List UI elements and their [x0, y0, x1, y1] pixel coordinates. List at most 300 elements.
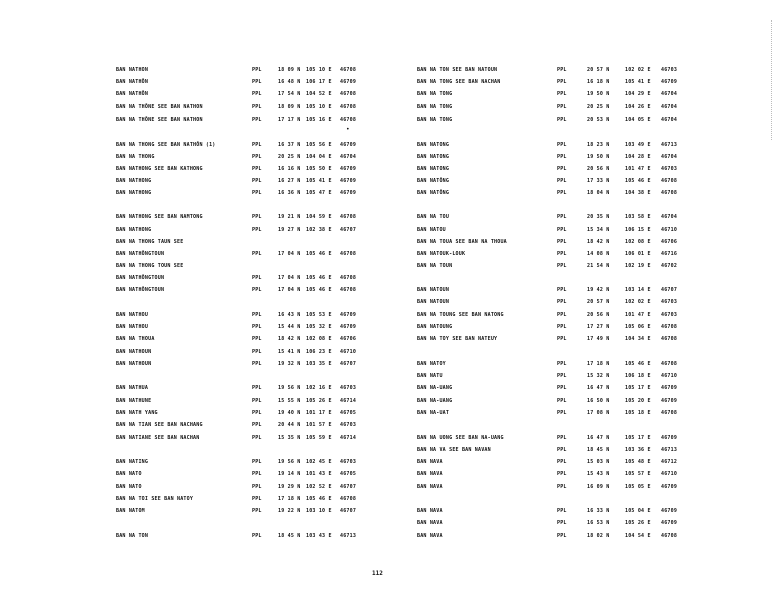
latitude: 18 04 N — [587, 190, 610, 196]
latitude: 19 42 N — [587, 287, 610, 293]
map-sheet-code: 46709 — [340, 142, 357, 148]
latitude: 16 47 N — [587, 385, 610, 391]
map-sheet-code: 46713 — [661, 447, 678, 453]
map-sheet-code: 46713 — [661, 142, 678, 148]
place-name: BAN NAVA — [417, 471, 443, 477]
longitude: 102 38 E — [306, 227, 332, 233]
map-sheet-code: 46708 — [661, 361, 678, 367]
feature-class: PPL — [557, 520, 567, 526]
longitude: 101 47 E — [625, 312, 651, 318]
place-name: BAN NA THONG — [116, 154, 155, 160]
feature-class: PPL — [557, 227, 567, 233]
feature-class: PPL — [557, 166, 567, 172]
longitude: 105 46 E — [306, 287, 332, 293]
latitude: 15 43 N — [587, 471, 610, 477]
longitude: 104 28 E — [625, 154, 651, 160]
feature-class: PPL — [557, 104, 567, 110]
longitude: 105 46 E — [625, 361, 651, 367]
map-sheet-code: 46709 — [661, 508, 678, 514]
map-sheet-code: 46705 — [340, 471, 357, 477]
feature-class: PPL — [252, 275, 262, 281]
latitude: 16 50 N — [587, 398, 610, 404]
place-name: BAN NATHUNE — [116, 398, 152, 404]
latitude: 20 56 N — [587, 166, 610, 172]
latitude: 19 29 N — [278, 484, 301, 490]
latitude: 18 45 N — [278, 533, 301, 539]
longitude: 103 36 E — [625, 447, 651, 453]
feature-class: PPL — [557, 508, 567, 514]
place-name: BAN NA TONG — [417, 91, 453, 97]
place-name: BAN NA TIAN SEE BAN NACHANG — [116, 422, 203, 428]
longitude: 105 46 E — [306, 496, 332, 502]
feature-class: PPL — [557, 117, 567, 123]
map-sheet-code: 46709 — [661, 79, 678, 85]
place-name: BAN NATOY — [417, 361, 446, 367]
longitude: 102 19 E — [625, 263, 651, 269]
map-sheet-code: 46708 — [340, 275, 357, 281]
feature-class: PPL — [252, 287, 262, 293]
place-name: BAN NA THONG SEE BAN NATHÔN (1) — [116, 142, 216, 148]
longitude: 104 29 E — [625, 91, 651, 97]
feature-class: PPL — [252, 91, 262, 97]
map-sheet-code: 46713 — [340, 533, 357, 539]
latitude: 19 56 N — [278, 459, 301, 465]
feature-class: PPL — [252, 190, 262, 196]
longitude: 105 10 E — [306, 104, 332, 110]
map-sheet-code: 46710 — [661, 373, 678, 379]
place-name: BAN NATONG — [417, 154, 450, 160]
feature-class: PPL — [252, 508, 262, 514]
map-sheet-code: 46707 — [661, 287, 678, 293]
map-sheet-code: 46704 — [340, 154, 357, 160]
longitude: 104 54 E — [625, 533, 651, 539]
feature-class: PPL — [252, 166, 262, 172]
feature-class: PPL — [557, 410, 567, 416]
feature-class: PPL — [252, 251, 262, 257]
longitude: 105 04 E — [625, 508, 651, 514]
place-name: BAN NA THONG TOUN SEE — [116, 263, 184, 269]
map-sheet-code: 46704 — [661, 104, 678, 110]
place-name: BAN NATHÔN — [116, 91, 149, 97]
map-sheet-code: 46704 — [661, 91, 678, 97]
map-sheet-code: 46708 — [340, 91, 357, 97]
place-name: BAN NATOUN — [417, 287, 450, 293]
longitude: 102 08 E — [306, 336, 332, 342]
place-name: BAN NATING — [116, 459, 149, 465]
latitude: 17 33 N — [587, 178, 610, 184]
latitude: 20 35 N — [587, 214, 610, 220]
place-name: BAN NAVA — [417, 508, 443, 514]
feature-class: PPL — [557, 533, 567, 539]
feature-class: PPL — [252, 214, 262, 220]
place-name: BAN NATHONG SEE BAN NAMTONG — [116, 214, 203, 220]
map-sheet-code: 46709 — [661, 520, 678, 526]
feature-class: PPL — [557, 435, 567, 441]
place-name: BAN NA TONG SEE BAN NACHAN — [417, 79, 501, 85]
map-sheet-code: 46708 — [661, 410, 678, 416]
map-sheet-code: 46708 — [340, 287, 357, 293]
feature-class: PPL — [252, 496, 262, 502]
longitude: 105 46 E — [306, 251, 332, 257]
feature-class: PPL — [557, 79, 567, 85]
longitude: 105 59 E — [306, 435, 332, 441]
longitude: 105 05 E — [625, 484, 651, 490]
longitude: 105 53 E — [306, 312, 332, 318]
place-name: BAN NATH YANG — [116, 410, 158, 416]
place-name: BAN NA TOUA SEE BAN NA THOUA — [417, 239, 507, 245]
place-name: BAN NA TOUNG SEE BAN NATONG — [417, 312, 504, 318]
latitude: 16 37 N — [278, 142, 301, 148]
map-sheet-code: 46709 — [340, 79, 357, 85]
longitude: 104 05 E — [625, 117, 651, 123]
feature-class: PPL — [252, 533, 262, 539]
feature-class: PPL — [557, 471, 567, 477]
longitude: 104 26 E — [625, 104, 651, 110]
longitude: 103 43 E — [306, 533, 332, 539]
feature-class: PPL — [557, 287, 567, 293]
place-name: BAN NATOUN — [417, 299, 450, 305]
longitude: 105 41 E — [306, 178, 332, 184]
map-sheet-code: 46708 — [340, 104, 357, 110]
place-name: BAN NATHUA — [116, 385, 149, 391]
feature-class: PPL — [557, 299, 567, 305]
place-name: BAN NA UONG SEE BAN NA-UANG — [417, 435, 504, 441]
place-name: BAN NATHON — [116, 67, 149, 73]
feature-class: PPL — [557, 361, 567, 367]
feature-class: PPL — [557, 239, 567, 245]
longitude: 105 16 E — [306, 117, 332, 123]
longitude: 105 57 E — [625, 471, 651, 477]
feature-class: PPL — [252, 312, 262, 318]
longitude: 105 26 E — [625, 520, 651, 526]
longitude: 102 45 E — [306, 459, 332, 465]
longitude: 104 04 E — [306, 154, 332, 160]
latitude: 15 34 N — [587, 227, 610, 233]
feature-class: PPL — [557, 373, 567, 379]
longitude: 104 38 E — [625, 190, 651, 196]
place-name: BAN NATHOU — [116, 324, 149, 330]
latitude: 17 27 N — [587, 324, 610, 330]
map-sheet-code: 46709 — [340, 178, 357, 184]
place-name: BAN NA-UANG — [417, 398, 453, 404]
place-name: BAN NAVA — [417, 533, 443, 539]
latitude: 20 56 N — [587, 312, 610, 318]
feature-class: PPL — [557, 67, 567, 73]
place-name: BAN NATHONG — [116, 178, 152, 184]
latitude: 17 04 N — [278, 287, 301, 293]
place-name: BAN NATHÔN — [116, 79, 149, 85]
feature-class: PPL — [557, 336, 567, 342]
longitude: 106 15 E — [625, 227, 651, 233]
map-sheet-code: 46709 — [661, 398, 678, 404]
feature-class: PPL — [252, 361, 262, 367]
latitude: 15 35 N — [278, 435, 301, 441]
map-sheet-code: 46704 — [661, 117, 678, 123]
feature-class: PPL — [252, 471, 262, 477]
feature-class: PPL — [252, 398, 262, 404]
latitude: 17 04 N — [278, 275, 301, 281]
latitude: 18 09 N — [278, 67, 301, 73]
place-name: BAN NA TOUN — [417, 263, 453, 269]
place-name: BAN NA TON SEE BAN NATOUN — [417, 67, 498, 73]
map-sheet-code: 46708 — [661, 533, 678, 539]
latitude: 15 32 N — [587, 373, 610, 379]
map-sheet-code: 46712 — [661, 459, 678, 465]
feature-class: PPL — [252, 79, 262, 85]
map-sheet-code: 46708 — [340, 214, 357, 220]
place-name: BAN NATOUNG — [417, 324, 453, 330]
latitude: 21 54 N — [587, 263, 610, 269]
longitude: 106 23 E — [306, 349, 332, 355]
place-name: BAN NA TOY SEE BAN NATEUY — [417, 336, 498, 342]
place-name: BAN NATHÔNGTOUN — [116, 275, 165, 281]
map-sheet-code: 46709 — [661, 435, 678, 441]
latitude: 17 54 N — [278, 91, 301, 97]
map-sheet-code: 46710 — [340, 349, 357, 355]
place-name: BAN NA THOUA — [116, 336, 155, 342]
place-name: BAN NATU — [417, 373, 443, 379]
longitude: 105 26 E — [306, 398, 332, 404]
map-sheet-code: 46708 — [340, 117, 357, 123]
latitude: 17 49 N — [587, 336, 610, 342]
latitude: 15 44 N — [278, 324, 301, 330]
longitude: 106 01 E — [625, 251, 651, 257]
latitude: 17 18 N — [587, 361, 610, 367]
map-sheet-code: 46707 — [340, 227, 357, 233]
place-name: BAN NATHONG — [116, 227, 152, 233]
latitude: 16 36 N — [278, 190, 301, 196]
latitude: 16 53 N — [587, 520, 610, 526]
place-name: BAN NATOM — [116, 508, 145, 514]
feature-class: PPL — [557, 263, 567, 269]
latitude: 19 50 N — [587, 154, 610, 160]
place-name: BAN NATOUK-LOUK — [417, 251, 466, 257]
map-sheet-code: 46707 — [340, 484, 357, 490]
latitude: 18 09 N — [278, 104, 301, 110]
latitude: 20 25 N — [278, 154, 301, 160]
latitude: 17 18 N — [278, 496, 301, 502]
map-sheet-code: 46709 — [340, 166, 357, 172]
place-name: BAN NATHOU — [116, 312, 149, 318]
latitude: 18 42 N — [278, 336, 301, 342]
latitude: 19 32 N — [278, 361, 301, 367]
feature-class: PPL — [252, 104, 262, 110]
longitude: 102 52 E — [306, 484, 332, 490]
map-sheet-code: 46703 — [340, 385, 357, 391]
map-sheet-code: 46708 — [661, 178, 678, 184]
latitude: 17 04 N — [278, 251, 301, 257]
map-sheet-code: 46703 — [661, 299, 678, 305]
place-name: BAN NATHÔNGTOUN — [116, 287, 165, 293]
feature-class: PPL — [557, 251, 567, 257]
longitude: 101 17 E — [306, 410, 332, 416]
map-sheet-code: 46709 — [661, 385, 678, 391]
place-name: BAN NATONG — [417, 142, 450, 148]
place-name: BAN NATIANE SEE BAN NACHAN — [116, 435, 200, 441]
feature-class: PPL — [252, 154, 262, 160]
feature-class: PPL — [557, 447, 567, 453]
map-sheet-code: 46702 — [661, 263, 678, 269]
longitude: 105 10 E — [306, 67, 332, 73]
feature-class: PPL — [252, 422, 262, 428]
map-sheet-code: 46709 — [340, 324, 357, 330]
place-name: BAN NATOU — [417, 227, 446, 233]
latitude: 19 27 N — [278, 227, 301, 233]
map-sheet-code: 46716 — [661, 251, 678, 257]
place-name: BAN NATHOUN — [116, 349, 152, 355]
map-sheet-code: 46709 — [340, 312, 357, 318]
latitude: 19 22 N — [278, 508, 301, 514]
latitude: 20 57 N — [587, 67, 610, 73]
map-sheet-code: 46714 — [340, 435, 357, 441]
feature-class: PPL — [557, 398, 567, 404]
map-sheet-code: 46708 — [661, 336, 678, 342]
latitude: 16 16 N — [278, 166, 301, 172]
longitude: 103 10 E — [306, 508, 332, 514]
map-sheet-code: 46704 — [661, 214, 678, 220]
latitude: 18 42 N — [587, 239, 610, 245]
place-name: BAN NATO — [116, 484, 142, 490]
feature-class: PPL — [252, 349, 262, 355]
longitude: 105 41 E — [625, 79, 651, 85]
longitude: 104 34 E — [625, 336, 651, 342]
longitude: 106 18 E — [625, 373, 651, 379]
place-name: BAN NA TOU — [417, 214, 450, 220]
place-name: BAN NA TOI SEE BAN NATOY — [116, 496, 194, 502]
longitude: 103 58 E — [625, 214, 651, 220]
latitude: 18 45 N — [587, 447, 610, 453]
map-sheet-code: 46706 — [661, 239, 678, 245]
longitude: 106 17 E — [306, 79, 332, 85]
map-sheet-code: 46703 — [340, 459, 357, 465]
longitude: 103 14 E — [625, 287, 651, 293]
latitude: 17 08 N — [587, 410, 610, 416]
map-sheet-code: 46705 — [340, 410, 357, 416]
latitude: 15 41 N — [278, 349, 301, 355]
map-sheet-code: 46708 — [340, 251, 357, 257]
longitude: 105 32 E — [306, 324, 332, 330]
map-sheet-code: 46710 — [661, 227, 678, 233]
place-name: BAN NATHONG SEE BAN KATHONG — [116, 166, 203, 172]
map-sheet-code: 46709 — [340, 190, 357, 196]
longitude: 105 17 E — [625, 385, 651, 391]
latitude: 16 47 N — [587, 435, 610, 441]
place-name: BAN NAVA — [417, 459, 443, 465]
place-name: BAN NA-UANG — [417, 385, 453, 391]
map-sheet-code: 46703 — [340, 422, 357, 428]
latitude: 16 48 N — [278, 79, 301, 85]
latitude: 15 03 N — [587, 459, 610, 465]
longitude: 102 02 E — [625, 67, 651, 73]
map-sheet-code: 46708 — [340, 67, 357, 73]
longitude: 101 43 E — [306, 471, 332, 477]
latitude: 16 09 N — [587, 484, 610, 490]
longitude: 105 17 E — [625, 435, 651, 441]
latitude: 20 57 N — [587, 299, 610, 305]
place-name: BAN NATHONG — [116, 190, 152, 196]
place-name: BAN NATO — [116, 471, 142, 477]
feature-class: PPL — [252, 67, 262, 73]
longitude: 105 06 E — [625, 324, 651, 330]
feature-class: PPL — [252, 324, 262, 330]
place-name: BAN NA VA SEE BAN NAVAN — [417, 447, 491, 453]
longitude: 102 16 E — [306, 385, 332, 391]
place-name: BAN NAVA — [417, 520, 443, 526]
map-sheet-code: 46708 — [340, 496, 357, 502]
feature-class: PPL — [252, 117, 262, 123]
place-name: BAN NA TONG — [417, 104, 453, 110]
map-sheet-code: 46706 — [340, 336, 357, 342]
place-name: BAN NA THÔNE SEE BAN NATHON — [116, 117, 203, 123]
place-name: BAN NATÔNG — [417, 178, 450, 184]
map-sheet-code: 46708 — [661, 190, 678, 196]
feature-class: PPL — [252, 484, 262, 490]
feature-class: PPL — [557, 142, 567, 148]
longitude: 105 46 E — [306, 275, 332, 281]
latitude: 16 18 N — [587, 79, 610, 85]
stray-mark: • — [346, 126, 350, 133]
latitude: 14 08 N — [587, 251, 610, 257]
place-name: BAN NATONG — [417, 166, 450, 172]
latitude: 18 02 N — [587, 533, 610, 539]
longitude: 105 46 E — [625, 178, 651, 184]
latitude: 19 40 N — [278, 410, 301, 416]
feature-class: PPL — [557, 385, 567, 391]
latitude: 18 23 N — [587, 142, 610, 148]
map-sheet-code: 46714 — [340, 398, 357, 404]
longitude: 102 08 E — [625, 239, 651, 245]
longitude: 104 59 E — [306, 214, 332, 220]
latitude: 16 27 N — [278, 178, 301, 184]
feature-class: PPL — [252, 459, 262, 465]
latitude: 20 53 N — [587, 117, 610, 123]
place-name: BAN NA THONG TAUN SEE — [116, 239, 184, 245]
longitude: 105 20 E — [625, 398, 651, 404]
latitude: 15 55 N — [278, 398, 301, 404]
longitude: 101 47 E — [625, 166, 651, 172]
page-edge-marks — [769, 20, 772, 140]
place-name: BAN NA TONG — [417, 117, 453, 123]
feature-class: PPL — [557, 154, 567, 160]
feature-class: PPL — [557, 312, 567, 318]
map-sheet-code: 46703 — [661, 166, 678, 172]
map-sheet-code: 46703 — [661, 312, 678, 318]
feature-class: PPL — [557, 324, 567, 330]
longitude: 103 35 E — [306, 361, 332, 367]
feature-class: PPL — [557, 459, 567, 465]
latitude: 17 17 N — [278, 117, 301, 123]
longitude: 105 56 E — [306, 142, 332, 148]
map-sheet-code: 46704 — [661, 154, 678, 160]
place-name: BAN NA-UAT — [417, 410, 450, 416]
feature-class: PPL — [557, 91, 567, 97]
map-sheet-code: 46710 — [661, 471, 678, 477]
feature-class: PPL — [252, 435, 262, 441]
latitude: 16 43 N — [278, 312, 301, 318]
feature-class: PPL — [557, 190, 567, 196]
place-name: BAN NAVA — [417, 484, 443, 490]
longitude: 103 49 E — [625, 142, 651, 148]
feature-class: PPL — [252, 410, 262, 416]
map-sheet-code: 46703 — [661, 67, 678, 73]
feature-class: PPL — [557, 214, 567, 220]
map-sheet-code: 46709 — [661, 484, 678, 490]
map-sheet-code: 46707 — [340, 361, 357, 367]
place-name: BAN NATHOUN — [116, 361, 152, 367]
latitude: 19 50 N — [587, 91, 610, 97]
place-name: BAN NA THÔNE SEE BAN NATHON — [116, 104, 203, 110]
longitude: 105 50 E — [306, 166, 332, 172]
